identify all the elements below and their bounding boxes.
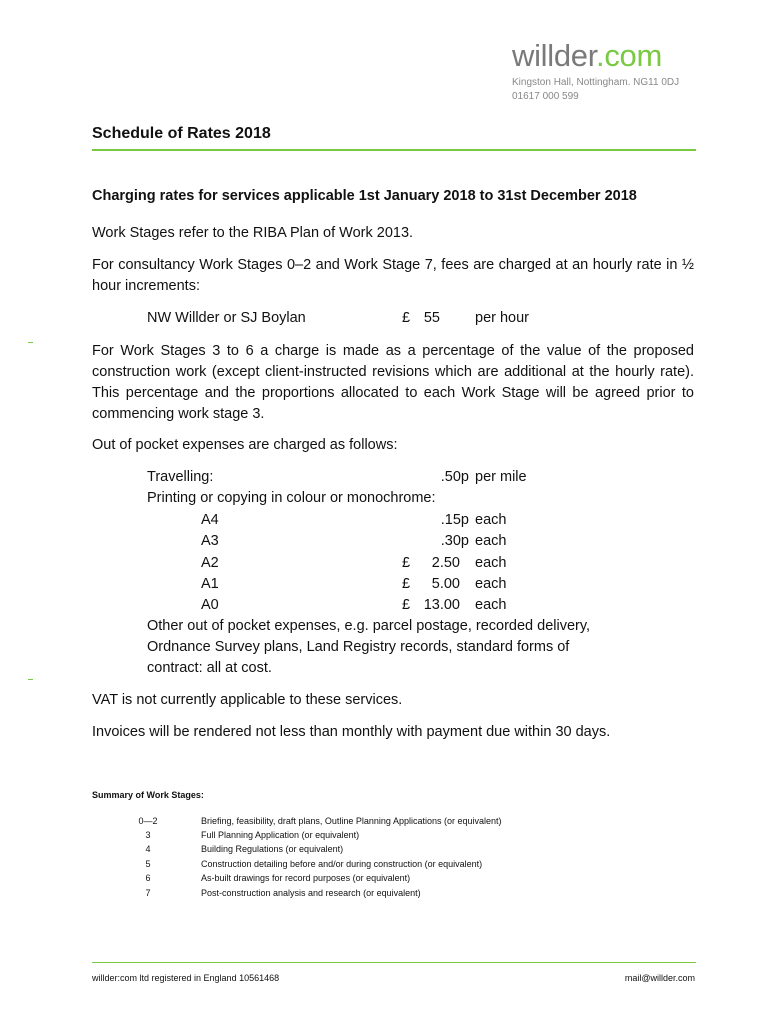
stage-description: Construction detailing before and/or during construction (or equivalent)	[201, 859, 483, 869]
print-unit: each	[475, 512, 507, 528]
stage-number: 6	[145, 873, 151, 883]
logo-name: willder	[512, 38, 597, 73]
travelling-unit: per mile	[475, 469, 527, 485]
company-address: Kingston Hall, Nottingham. NG11 0DJ	[512, 77, 680, 88]
stage-description: As-built drawings for record purposes (or equivalent)	[201, 873, 411, 883]
margin-mark	[28, 679, 33, 680]
print-currency: £	[402, 555, 411, 571]
percentage-paragraph: For Work Stages 3 to 6 a charge is made as a percentage of the value of the proposed construction work (except client-instructed revisions which are additional at the hourly rate). This percentage and the proportions allocated to each Work Stage will be agreed prior to commencing work stage 3.	[92, 343, 694, 422]
invoices-note: Invoices will be rendered not less than monthly with payment due within 30 days.	[92, 724, 611, 740]
print-amount: 5.00	[431, 576, 460, 592]
footer-divider	[92, 962, 696, 963]
footer-email[interactable]: mail@willder.com	[624, 973, 695, 983]
print-unit: each	[475, 576, 507, 592]
work-stages-reference: Work Stages refer to the RIBA Plan of Work 2013.	[92, 225, 414, 241]
company-phone: 01617 000 599	[512, 91, 579, 102]
print-unit: each	[475, 533, 507, 549]
print-size: A1	[201, 576, 219, 592]
stage-number: 0—2	[138, 816, 158, 826]
stage-description: Briefing, feasibility, draft plans, Outline Planning Applications (or equivalent)	[201, 816, 502, 826]
stage-number: 5	[145, 859, 151, 869]
print-currency: £	[402, 597, 411, 613]
consultancy-paragraph: For consultancy Work Stages 0–2 and Work Stage 7, fees are charged at an hourly rate in ½ hour increments:	[92, 257, 694, 294]
stage-description: Post-construction analysis and research (or equivalent)	[201, 888, 421, 898]
title-divider	[92, 149, 696, 151]
print-size: A4	[201, 512, 219, 528]
expenses-intro: Out of pocket expenses are charged as follows:	[92, 437, 398, 453]
stage-description: Full Planning Application (or equivalent)	[201, 830, 360, 840]
print-amount: .15p	[440, 512, 469, 528]
travelling-amount: .50p	[440, 469, 469, 485]
print-unit: each	[475, 555, 507, 571]
print-unit: each	[475, 597, 507, 613]
print-size: A0	[201, 597, 219, 613]
footer-registration: willder:com ltd registered in England 10561468	[92, 973, 280, 983]
other-expenses-line: Other out of pocket expenses, e.g. parcel postage, recorded delivery,	[147, 618, 591, 634]
print-amount: 13.00	[423, 597, 460, 613]
travelling-label: Travelling:	[147, 469, 214, 485]
stage-number: 3	[145, 830, 151, 840]
other-expenses-line: contract: all at cost.	[147, 660, 272, 676]
print-amount: 2.50	[431, 555, 460, 571]
print-size: A2	[201, 555, 219, 571]
rates-subtitle: Charging rates for services applicable 1st January 2018 to 31st December 2018	[92, 188, 637, 204]
page-title: Schedule of Rates 2018	[92, 125, 271, 142]
stage-number: 7	[145, 888, 151, 898]
stage-number: 4	[145, 844, 151, 854]
company-logo	[512, 38, 662, 74]
hourly-rate-unit: per hour	[475, 310, 530, 326]
summary-heading: Summary of Work Stages:	[92, 790, 204, 800]
print-currency: £	[402, 576, 411, 592]
other-expenses-line: Ordnance Survey plans, Land Registry records, standard forms of	[147, 639, 570, 655]
vat-note: VAT is not currently applicable to these services.	[92, 692, 403, 708]
printing-label: Printing or copying in colour or monochrome:	[147, 490, 436, 506]
margin-mark	[28, 342, 33, 343]
print-size: A3	[201, 533, 219, 549]
print-amount: .30p	[440, 533, 469, 549]
logo-tld: .com	[596, 38, 663, 73]
hourly-rate-currency: £	[402, 310, 411, 326]
hourly-rate-amount: 55	[423, 310, 440, 326]
stage-description: Building Regulations (or equivalent)	[201, 844, 344, 854]
hourly-rate-name: NW Willder or SJ Boylan	[147, 310, 306, 326]
